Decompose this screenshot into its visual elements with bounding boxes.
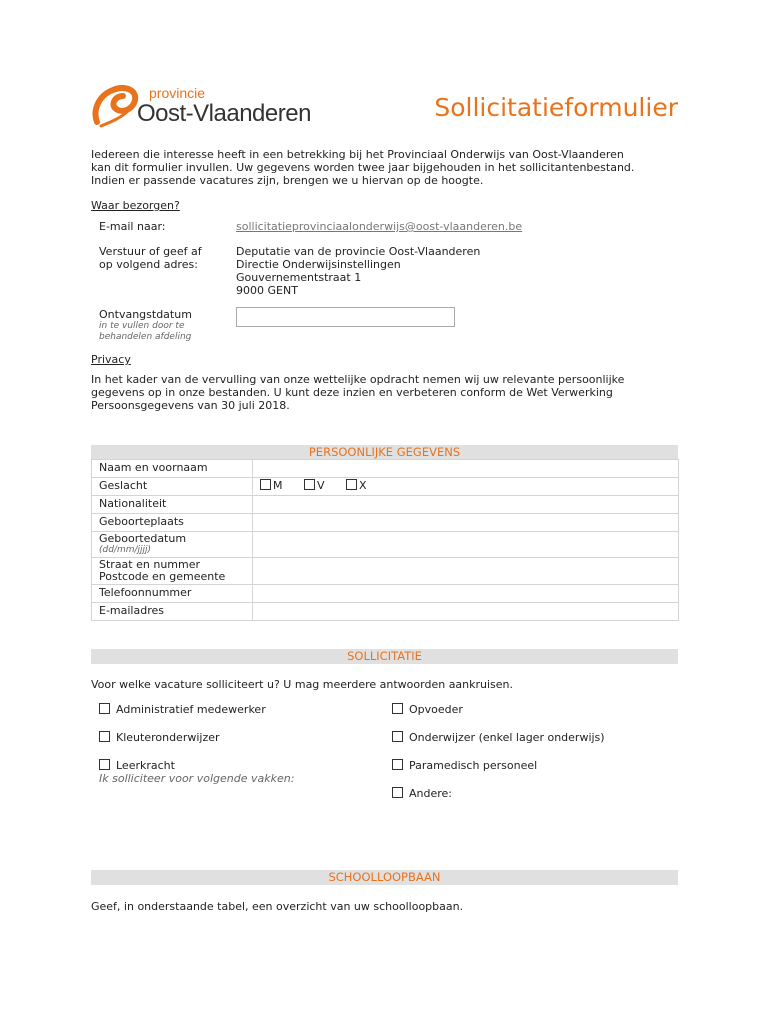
table-row [92, 514, 679, 532]
vacancy-other-checkbox[interactable] [392, 787, 452, 800]
phone-input[interactable] [253, 585, 679, 603]
logo-swirl-icon [91, 82, 141, 128]
vacancy-kindergarten-label: Kleuteronderwijzer [116, 731, 220, 744]
school-text: Geef, in onderstaande tabel, een overzicht van uw schoolloopbaan. [91, 900, 464, 913]
vacancy-admin-checkbox[interactable] [99, 703, 266, 716]
address [236, 245, 480, 297]
received-note-line: in te vullen door te [99, 321, 185, 331]
received-date-input[interactable] [236, 307, 455, 327]
table-row [92, 460, 679, 478]
privacy-text [91, 373, 624, 412]
table-row [92, 496, 679, 514]
gender-x-label: X [359, 479, 367, 492]
section-application-title: SOLLICITATIE [91, 649, 678, 664]
nationality-input[interactable] [253, 496, 679, 514]
street-label: Straat en nummer [99, 558, 201, 571]
address-line: Gouvernementstraat 1 [236, 271, 362, 284]
email-address-input[interactable] [253, 603, 679, 621]
gender-m-checkbox[interactable] [260, 479, 283, 492]
gender-v-checkbox[interactable] [304, 479, 325, 492]
intro-line: kan dit formulier invullen. Uw gegevens worden twee jaar bijgehouden in het sollicitantenbestand. [91, 161, 635, 174]
received-note-line: behandelen afdeling [99, 332, 192, 342]
address-line: Deputatie van de provincie Oost-Vlaanderen [236, 245, 481, 258]
personal-data-table [91, 459, 679, 621]
vacancy-paramedic-label: Paramedisch personeel [409, 759, 538, 772]
table-row [92, 585, 679, 603]
privacy-line: In het kader van de vervulling van onze wettelijke opdracht nemen wij uw relevante persoonlijke [91, 373, 625, 386]
vacancy-educator-label: Opvoeder [409, 703, 463, 716]
table-row [92, 603, 679, 621]
gender-options [253, 478, 679, 496]
privacy-heading: Privacy [91, 353, 131, 366]
received-note [99, 321, 191, 343]
table-row [92, 478, 679, 496]
post-label-line: Verstuur of geef af [99, 245, 202, 258]
vacancy-teacher-checkbox[interactable] [392, 731, 605, 744]
vacancy-educator-checkbox[interactable] [392, 703, 463, 716]
logo-big-text: Oost-Vlaanderen [137, 100, 311, 127]
intro-text [91, 148, 634, 187]
vacancy-leerkracht-label: Leerkracht [116, 759, 175, 772]
name-input[interactable] [253, 460, 679, 478]
address-line: Directie Onderwijsinstellingen [236, 258, 401, 271]
email-label: E-mail naar: [99, 220, 166, 233]
leerkracht-note: Ik solliciteer voor volgende vakken: [99, 772, 295, 785]
birthdate-label [92, 532, 253, 558]
birthplace-input[interactable] [253, 514, 679, 532]
table-row [92, 558, 679, 585]
vacancy-leerkracht-checkbox[interactable] [99, 759, 175, 772]
vacancy-other-label: Andere: [409, 787, 453, 800]
page-title: Sollicitatieformulier [434, 93, 678, 122]
birthdate-input[interactable] [253, 532, 679, 558]
post-label-line: op volgend adres: [99, 258, 198, 271]
intro-line: Iedereen die interesse heeft in een betrekking bij het Provinciaal Onderwijs van Oost-Vlaanderen [91, 148, 624, 161]
vacancy-admin-label: Administratief medewerker [116, 703, 266, 716]
gender-label: Geslacht [92, 478, 253, 496]
gender-x-checkbox[interactable] [346, 479, 367, 492]
application-question: Voor welke vacature solliciteert u? U mag meerdere antwoorden aankruisen. [91, 678, 514, 691]
table-row [92, 532, 679, 558]
phone-label: Telefoonnummer [92, 585, 253, 603]
intro-line: Indien er passende vacatures zijn, brengen we u hiervan op de hoogte. [91, 174, 484, 187]
birthplace-label: Geboorteplaats [92, 514, 253, 532]
email-address-label: E-mailadres [92, 603, 253, 621]
vacancy-kindergarten-checkbox[interactable] [99, 731, 220, 744]
where-heading: Waar bezorgen? [91, 199, 180, 212]
postcode-label: Postcode en gemeente [99, 570, 226, 583]
post-label [99, 245, 202, 271]
gender-m-label: M [273, 479, 283, 492]
logo-small-text: provincie [149, 85, 206, 101]
vacancy-teacher-label: Onderwijzer (enkel lager onderwijs) [409, 731, 605, 744]
gender-v-label: V [317, 479, 325, 492]
nationality-label: Nationaliteit [92, 496, 253, 514]
name-label: Naam en voornaam [92, 460, 253, 478]
address-label [92, 558, 253, 585]
received-label: Ontvangstdatum [99, 308, 192, 321]
birthdate-hint: (dd/mm/jjjj) [99, 545, 152, 555]
address-line: 9000 GENT [236, 284, 298, 297]
section-personal-title: PERSOONLIJKE GEGEVENS [91, 445, 678, 460]
logo [91, 82, 321, 130]
email-link[interactable]: sollicitatieprovinciaalonderwijs@oost-vlaanderen.be [236, 220, 523, 233]
privacy-line: Persoonsgegevens van 30 juli 2018. [91, 399, 290, 412]
section-school-title: SCHOOLLOOPBAAN [91, 870, 678, 885]
address-input[interactable] [253, 558, 679, 585]
birthdate-label-text: Geboortedatum [99, 532, 187, 545]
vacancy-paramedic-checkbox[interactable] [392, 759, 537, 772]
privacy-line: gegevens op in onze bestanden. U kunt deze inzien en verbeteren conform de Wet Verwerking [91, 386, 613, 399]
